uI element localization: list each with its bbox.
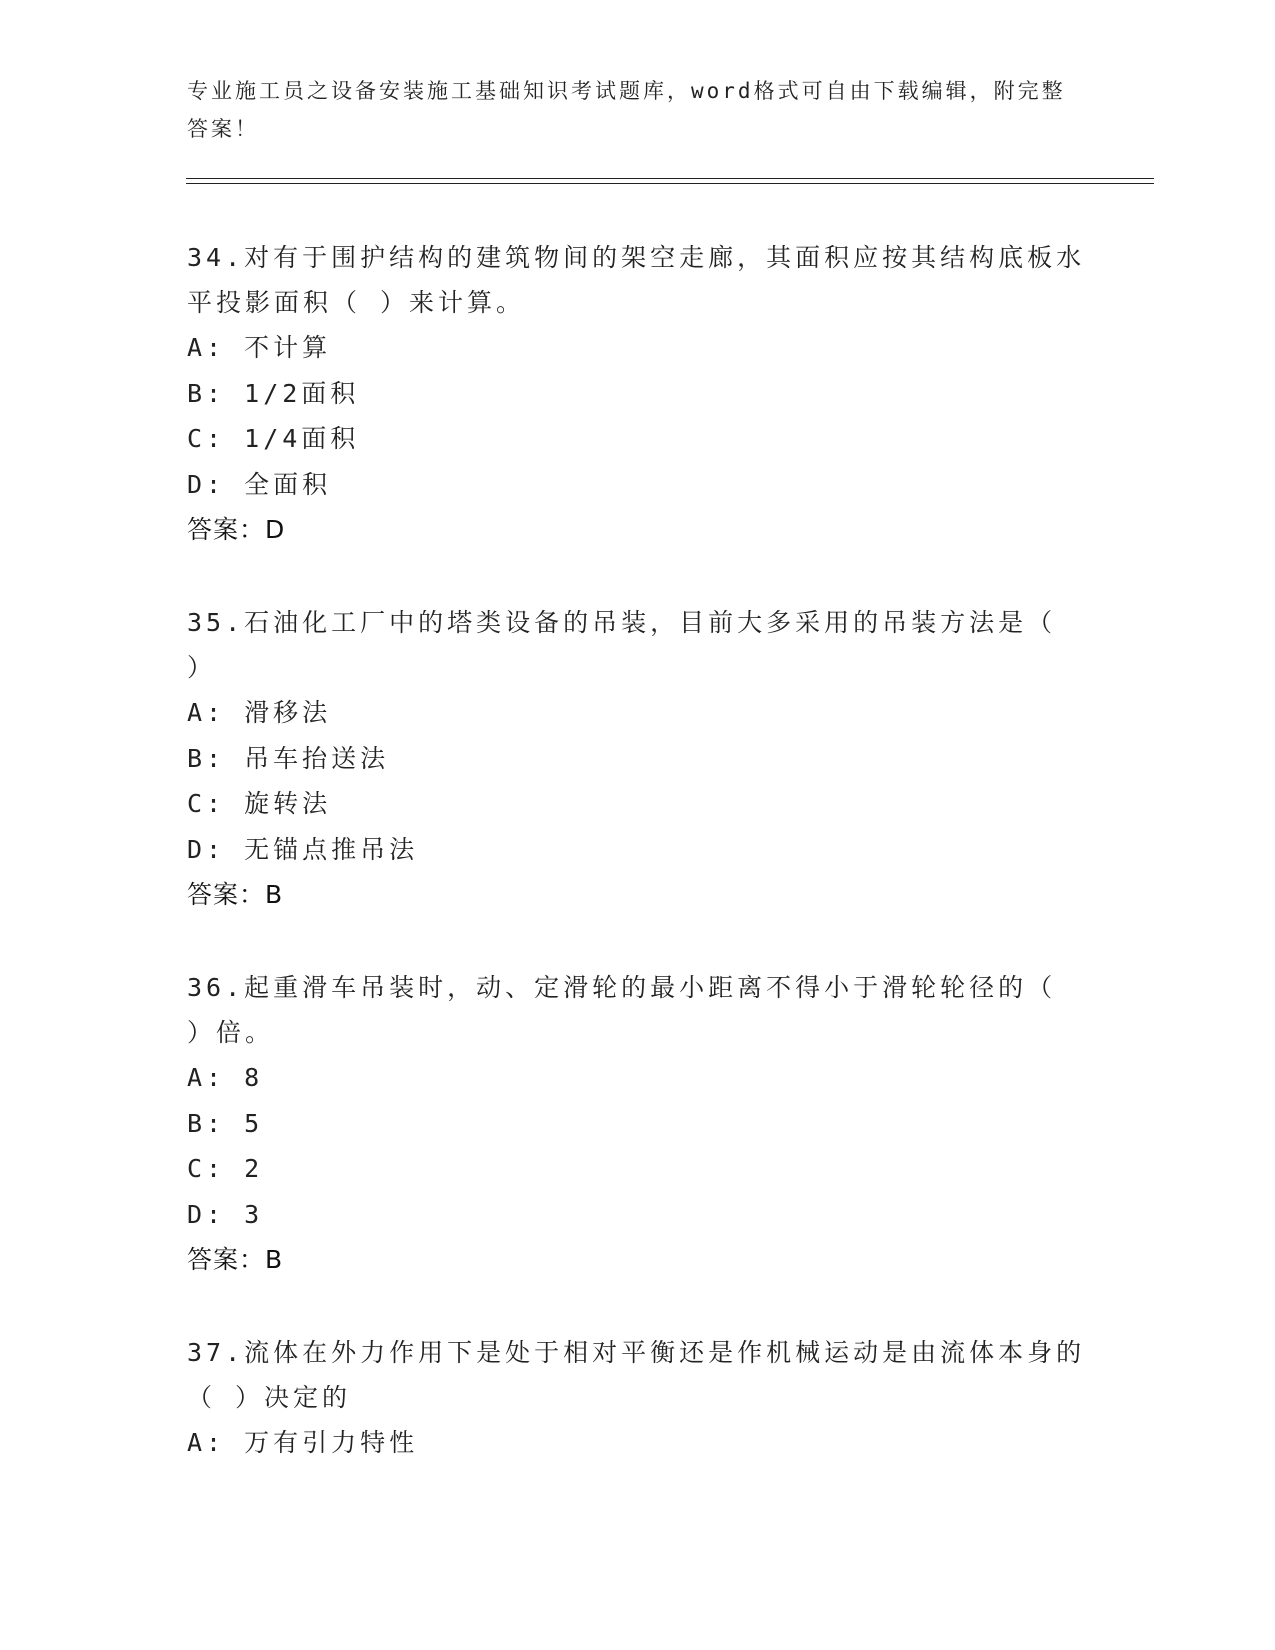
- question-36: [187, 965, 1087, 1282]
- option-c: C: 旋转法: [187, 789, 332, 818]
- option-c: C: 2: [187, 1154, 264, 1183]
- option-d: D: 无锚点推吊法: [187, 834, 419, 864]
- option-a: A: 8: [187, 1063, 264, 1092]
- question-34: [187, 235, 1087, 552]
- question-stem: 35.石油化工厂中的塔类设备的吊装，目前大多采用的吊装方法是（ ）: [187, 608, 1057, 682]
- question-stem: 37.流体在外力作用下是处于相对平衡还是作机械运动是由流体本身的（ ）决定的: [187, 1338, 1086, 1412]
- option-b: B: 吊车抬送法: [187, 743, 390, 773]
- header-divider-bottom: [186, 183, 1154, 184]
- option-a: A: 滑移法: [187, 698, 332, 727]
- option-c: C: 1/4面积: [187, 424, 360, 453]
- question-35: [187, 600, 1087, 917]
- answer-line: 答案：B: [187, 880, 284, 909]
- option-a: A: 不计算: [187, 333, 332, 362]
- option-d: D: 全面积: [187, 469, 332, 499]
- question-stem: 36.起重滑车吊装时，动、定滑轮的最小距离不得小于滑轮轮径的（ ）倍。: [187, 973, 1057, 1047]
- option-a: A: 万有引力特性: [187, 1428, 419, 1457]
- option-b: B: 5: [187, 1108, 264, 1138]
- header-divider-top: [186, 178, 1154, 179]
- question-list: [187, 235, 1087, 1514]
- question-37: [187, 1330, 1087, 1466]
- document-header: 专业施工员之设备安装施工基础知识考试题库，word格式可自由下载编辑，附完整答案！: [187, 79, 1066, 141]
- option-d: D: 3: [187, 1199, 264, 1229]
- answer-line: 答案：D: [187, 515, 286, 544]
- answer-line: 答案：B: [187, 1245, 284, 1274]
- question-stem: 34.对有于围护结构的建筑物间的架空走廊，其面积应按其结构底板水平投影面积（ ）来计算。: [187, 243, 1086, 317]
- option-b: B: 1/2面积: [187, 378, 360, 408]
